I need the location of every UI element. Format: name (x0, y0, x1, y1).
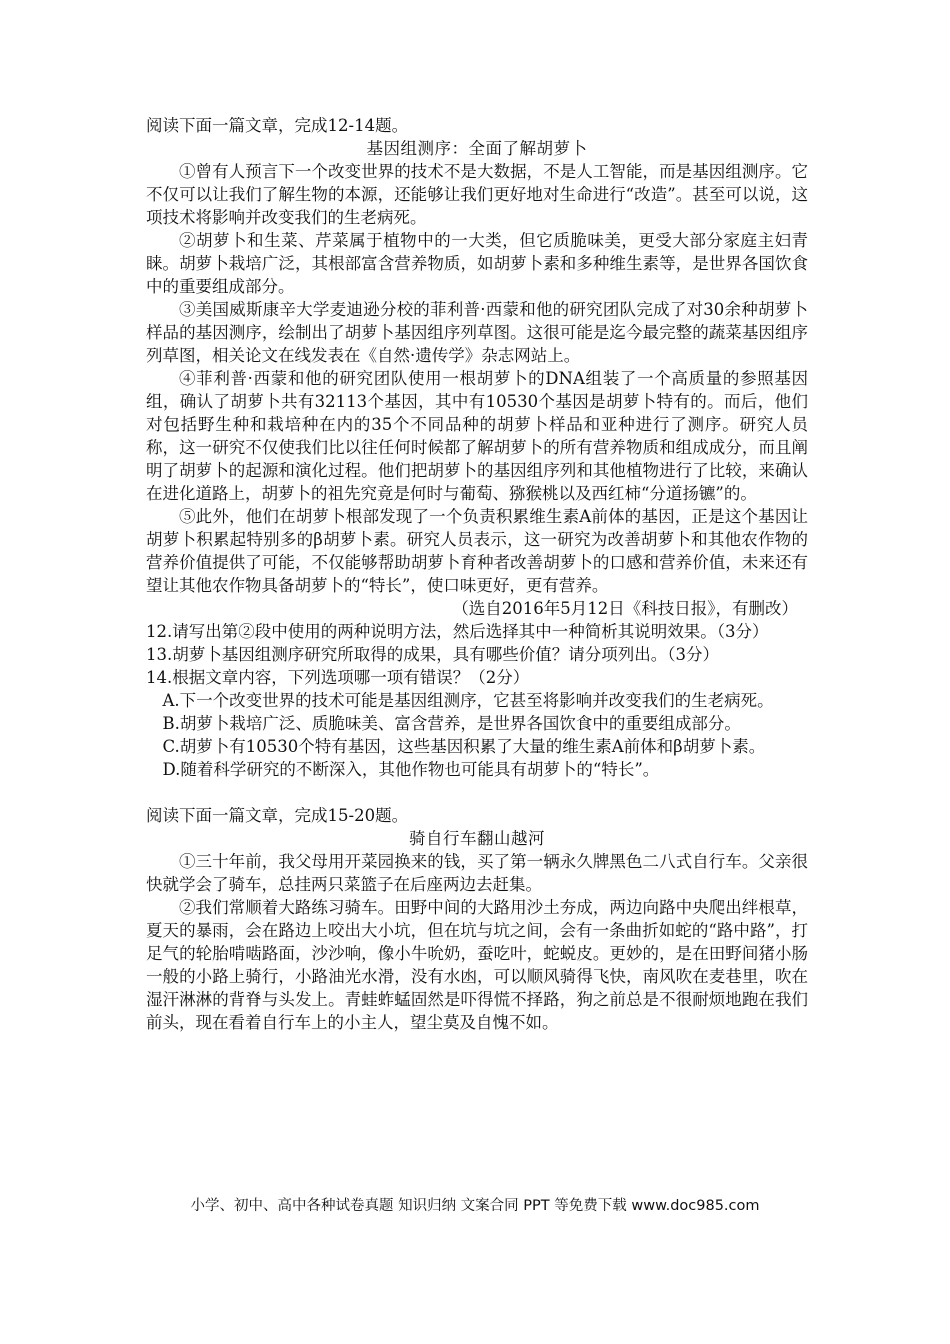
question-14: 14.根据文章内容，下列选项哪一项有错误？（2分） (146, 668, 530, 687)
document-page (146, 114, 808, 1034)
passage1-paragraph-4: ④菲利普·西蒙和他的研究团队使用一根胡萝卜的DNA组装了一个高质量的参照基因组，确认了胡萝卜共有32113个基因，其中有10530个基因是胡萝卜特有的。而后，他们对包括野生种和栽培种在内的35个不同品种的胡萝卜样品和亚种进行了测序。研究人员称，这一研究不仅使我们比以往任何时候都了解胡萝卜的所有营养物质和组成成分，而且阐明了胡萝卜的起源和演化过程。他们把胡萝卜的基因组序列和其他植物进行了比较，来确认在进化道路上，胡萝卜的祖先究竟是何时与葡萄、猕猴桃以及西红柿“分道扬镳”的。 (146, 369, 808, 503)
option-b: B.胡萝卜栽培广泛、质脆味美、富含营养，是世界各国饮食中的重要组成部分。 (162, 714, 741, 733)
question-13: 13.胡萝卜基因组测序研究所取得的成果，具有哪些价值？请分项列出。（3分） (146, 645, 719, 664)
passage2-intro: 阅读下面一篇文章，完成15-20题。 (146, 806, 409, 825)
passage2-title: 骑自行车翻山越河 (409, 829, 545, 848)
passage1-intro: 阅读下面一篇文章，完成12-14题。 (146, 116, 409, 135)
passage1-paragraph-1: ①曾有人预言下一个改变世界的技术不是大数据，不是人工智能，而是基因组测序。它不仅可以让我们了解生物的本源，还能够让我们更好地对生命进行“改造”。甚至可以说，这项技术将影响并改变我们的生老病死。 (146, 162, 808, 227)
passage2-paragraph-1: ①三十年前，我父母用开菜园换来的钱，买了第一辆永久牌黑色二八式自行车。父亲很快就学会了骑车，总挂两只菜篮子在后座两边去赶集。 (146, 852, 808, 894)
passage1-source: （选自2016年5月12日《科技日报》，有删改） (452, 599, 798, 618)
passage1-paragraph-5: ⑤此外，他们在胡萝卜根部发现了一个负责积累维生素A前体的基因，正是这个基因让胡萝卜积累起特别多的β胡萝卜素。研究人员表示，这一研究为改善胡萝卜和其他农作物的营养价值提供了可能，不仅能够帮助胡萝卜育种者改善胡萝卜的口感和营养价值，未来还有望让其他农作物具备胡萝卜的“特长”，使口味更好，更有营养。 (146, 507, 808, 595)
page-footer: 小学、初中、高中各种试卷真题 知识归纳 文案合同 PPT 等免费下载 www.doc985.com (190, 1198, 760, 1214)
option-d: D.随着科学研究的不断深入，其他作物也可能具有胡萝卜的“特长”。 (162, 760, 660, 779)
passage1-paragraph-2: ②胡萝卜和生菜、芹菜属于植物中的一大类，但它质脆味美，更受大部分家庭主妇青睐。胡萝卜栽培广泛，其根部富含营养物质，如胡萝卜素和多种维生素等，是世界各国饮食中的重要组成部分。 (146, 231, 808, 296)
option-a: A.下一个改变世界的技术可能是基因组测序，它甚至将影响并改变我们的生老病死。 (162, 691, 774, 710)
passage2-paragraph-2: ②我们常顺着大路练习骑车。田野中间的大路用沙土夯成，两边向路中央爬出绊根草，夏天的暴雨，会在路边上咬出大小坑，但在坑与坑之间，会有一条曲折如蛇的“路中路”，打足气的轮胎啃啮路面，沙沙响，像小牛吮奶，蚕吃叶，蛇蜕皮。更妙的，是在田野间猪小肠一般的小路上骑行，小路油光水滑，没有水凼，可以顺风骑得飞快，南风吹在麦巷里，吹在湿汗淋淋的背脊与头发上。青蛙蚱蜢固然是吓得慌不择路，狗之前总是不很耐烦地跑在我们前头，现在看着自行车上的小主人，望尘莫及自愧不如。 (146, 898, 808, 1032)
passage1-title: 基因组测序：全面了解胡萝卜 (366, 139, 588, 158)
option-c: C.胡萝卜有10530个特有基因，这些基因积累了大量的维生素A前体和β胡萝卜素。 (162, 737, 766, 756)
question-12: 12.请写出第②段中使用的两种说明方法，然后选择其中一种简析其说明效果。（3分） (146, 622, 769, 641)
section-gap (146, 781, 808, 804)
passage1-paragraph-3: ③美国威斯康辛大学麦迪逊分校的菲利普·西蒙和他的研究团队完成了对30余种胡萝卜样品的基因测序，绘制出了胡萝卜基因组序列草图。这很可能是迄今最完整的蔬菜基因组序列草图，相关论文在线发表在《自然·遗传学》杂志网站上。 (146, 300, 808, 365)
